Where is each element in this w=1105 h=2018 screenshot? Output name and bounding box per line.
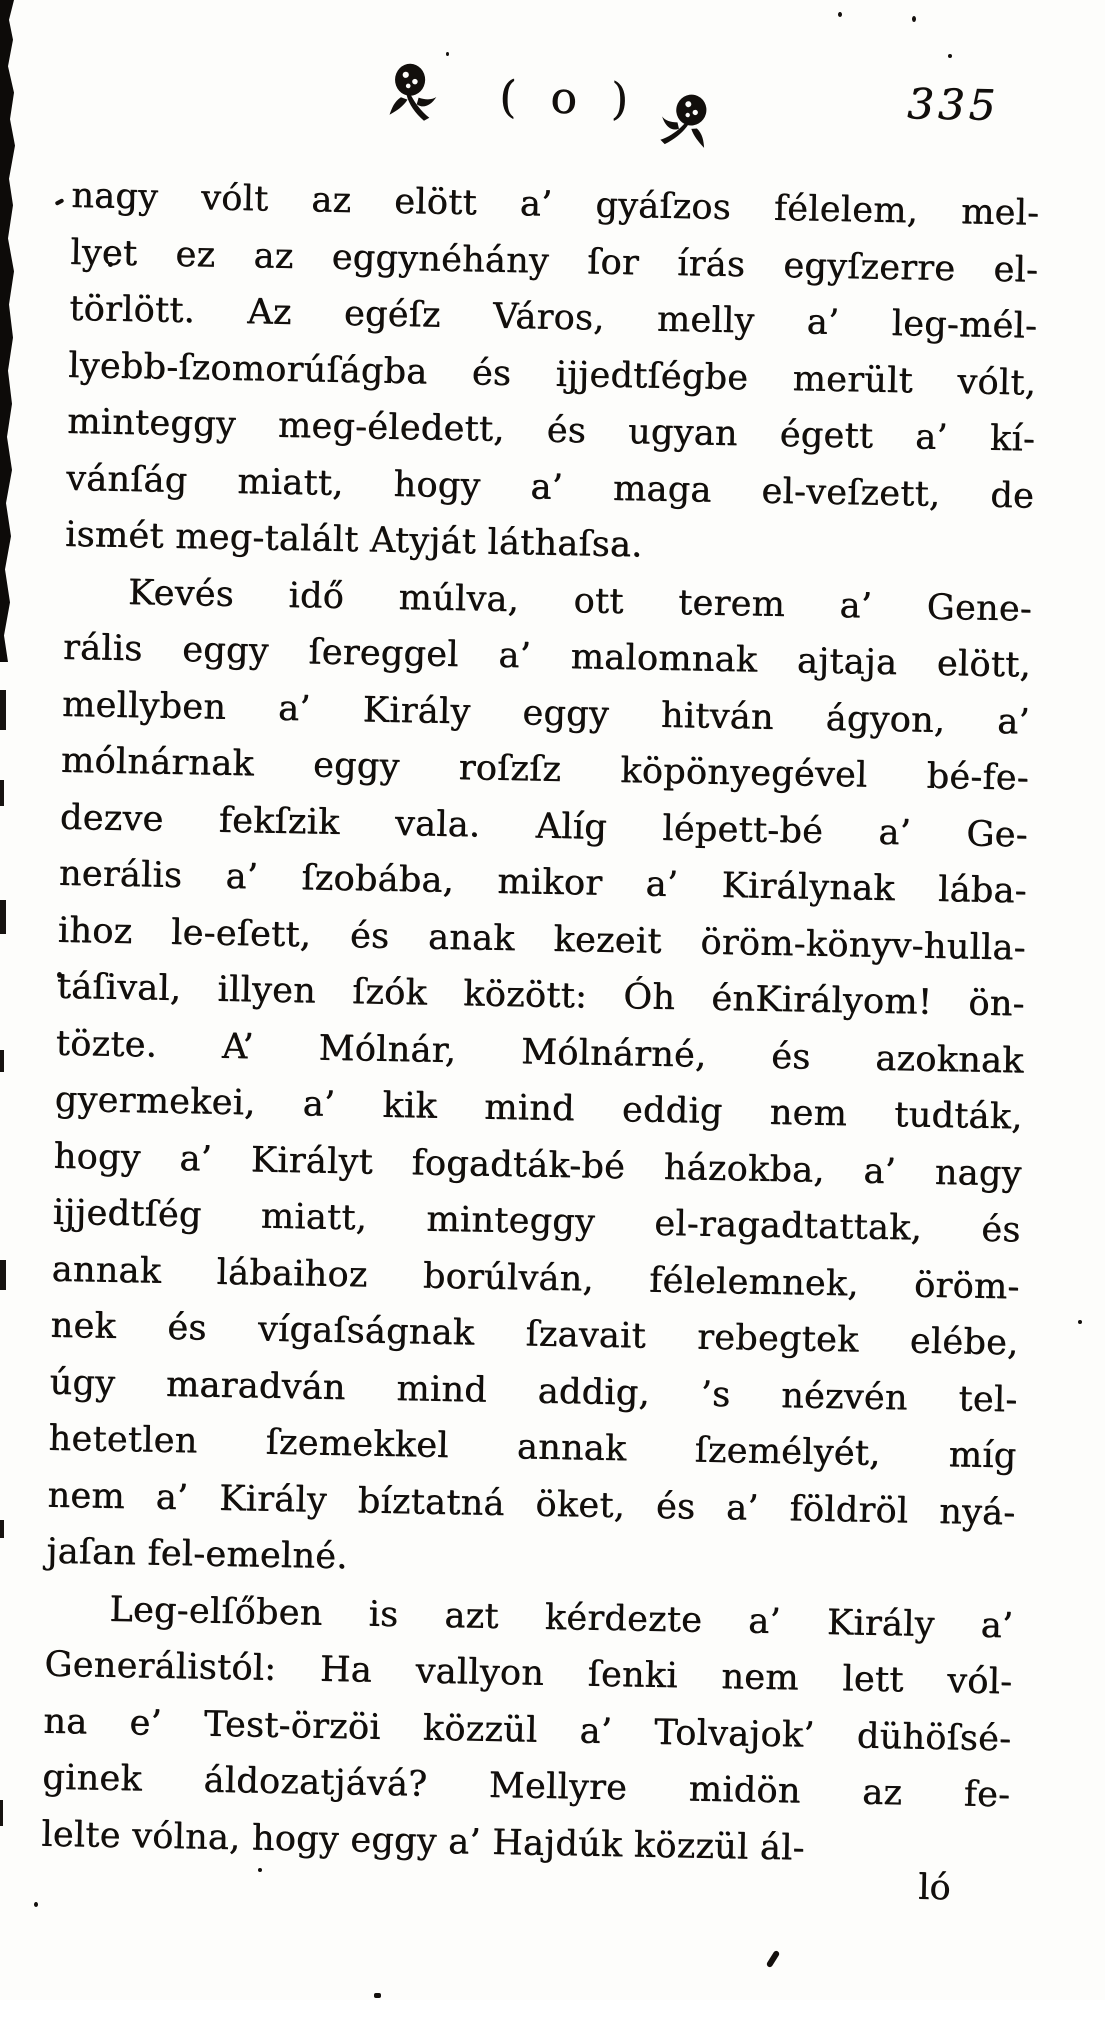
text-line: táſival, illyen ſzók között: Óh énKirályom! ön- (56, 966, 1026, 1025)
text-line: ginek áldozatjává? Mellyre midön az fe- (41, 1757, 1011, 1816)
page-header (0, 0, 1105, 179)
text-line: annak lábaihoz borúlván, félelemnek, öröm- (51, 1249, 1020, 1307)
text-line: nem a’ Király bíztatná öket, és a’ földröl nyá- (47, 1475, 1016, 1533)
text-line: rális eggy ſereggel a’ malomnak ajtaja elött, (62, 627, 1032, 686)
text-line: ijjedtſég miatt, minteggy el-ragadtattak, és (52, 1192, 1021, 1251)
text-line: hogy a’ Királyt fogadták-bé házokba, a’ nagy (53, 1136, 1022, 1194)
text-line: lyebb-ſzomorúſágba és ijjedtſégbe merült vólt, (67, 345, 1037, 404)
text-line: jaſan fel-emelné. (46, 1531, 348, 1578)
text-line: vánſág miatt, hogy a’ maga el-veſzett, de (65, 458, 1035, 517)
text-line: mólnárnak eggy roſzſz köpönyegével bé-fe- (60, 740, 1030, 799)
text-line: mellyben a’ Király eggy hitván ágyon, a’ (61, 684, 1031, 742)
text-line: nagy vólt az elött a’ gyáſzos félelem, mel- (70, 175, 1040, 234)
flower-ornament-icon (651, 83, 720, 161)
text-line: tözte. A’ Mólnár, Mólnárné, és azoknak (55, 1023, 1025, 1081)
text-line: Generálistól: Ha vallyon ſenki nem lett vól- (44, 1644, 1013, 1703)
text-line: úgy maradván mind addig, ’s nézvén tel- (49, 1362, 1018, 1420)
text-line: Kevés idő múlva, ott terem a’ Gene- (127, 572, 1033, 630)
text-line: nerális a’ ſzobába, mikor a’ Királynak lába- (58, 853, 1028, 912)
flower-ornament-icon (387, 62, 442, 129)
text-line: ihoz le-eſett, és anak kezeit öröm-könyv-hulla- (57, 910, 1027, 968)
text-line: hetetlen ſzemekkel annak ſzemélyét, míg (48, 1418, 1017, 1477)
text-line: lelte vólna, hogy eggy a’ Hajdúk közzül ál- (40, 1814, 806, 1869)
text-line: na e’ Test-örzöi közzül a’ Tolvajok’ dühöſsé- (43, 1701, 1012, 1759)
header-signature-mark: ( o ) (498, 71, 639, 126)
text-line: Leg-elſőben is azt kérdezte a’ Király a’ (109, 1589, 1014, 1646)
text-line: ismét meg-talált Atyját láthaſsa. (64, 514, 643, 566)
text-line: dezve fekſzik vala. Alíg lépett-bé a’ Ge- (59, 797, 1029, 855)
text-line: törlött. Az egéſz Város, melly a’ leg-mél- (68, 288, 1038, 347)
text-line: gyermekei, a’ kik mind eddig nem tudták, (54, 1079, 1023, 1138)
text-line: nek és vígaſságnak ſzavait rebegtek elébe, (50, 1305, 1019, 1364)
text-line: lyet ez az eggynéhány ſor írás egyſzerre el- (69, 232, 1039, 291)
body-text (41, 168, 1040, 1880)
text-line: minteggy meg-éledett, és ugyan égett a’ kí- (66, 401, 1036, 460)
page-number: 335 (906, 79, 1000, 130)
catchword: ló (917, 1867, 951, 1909)
